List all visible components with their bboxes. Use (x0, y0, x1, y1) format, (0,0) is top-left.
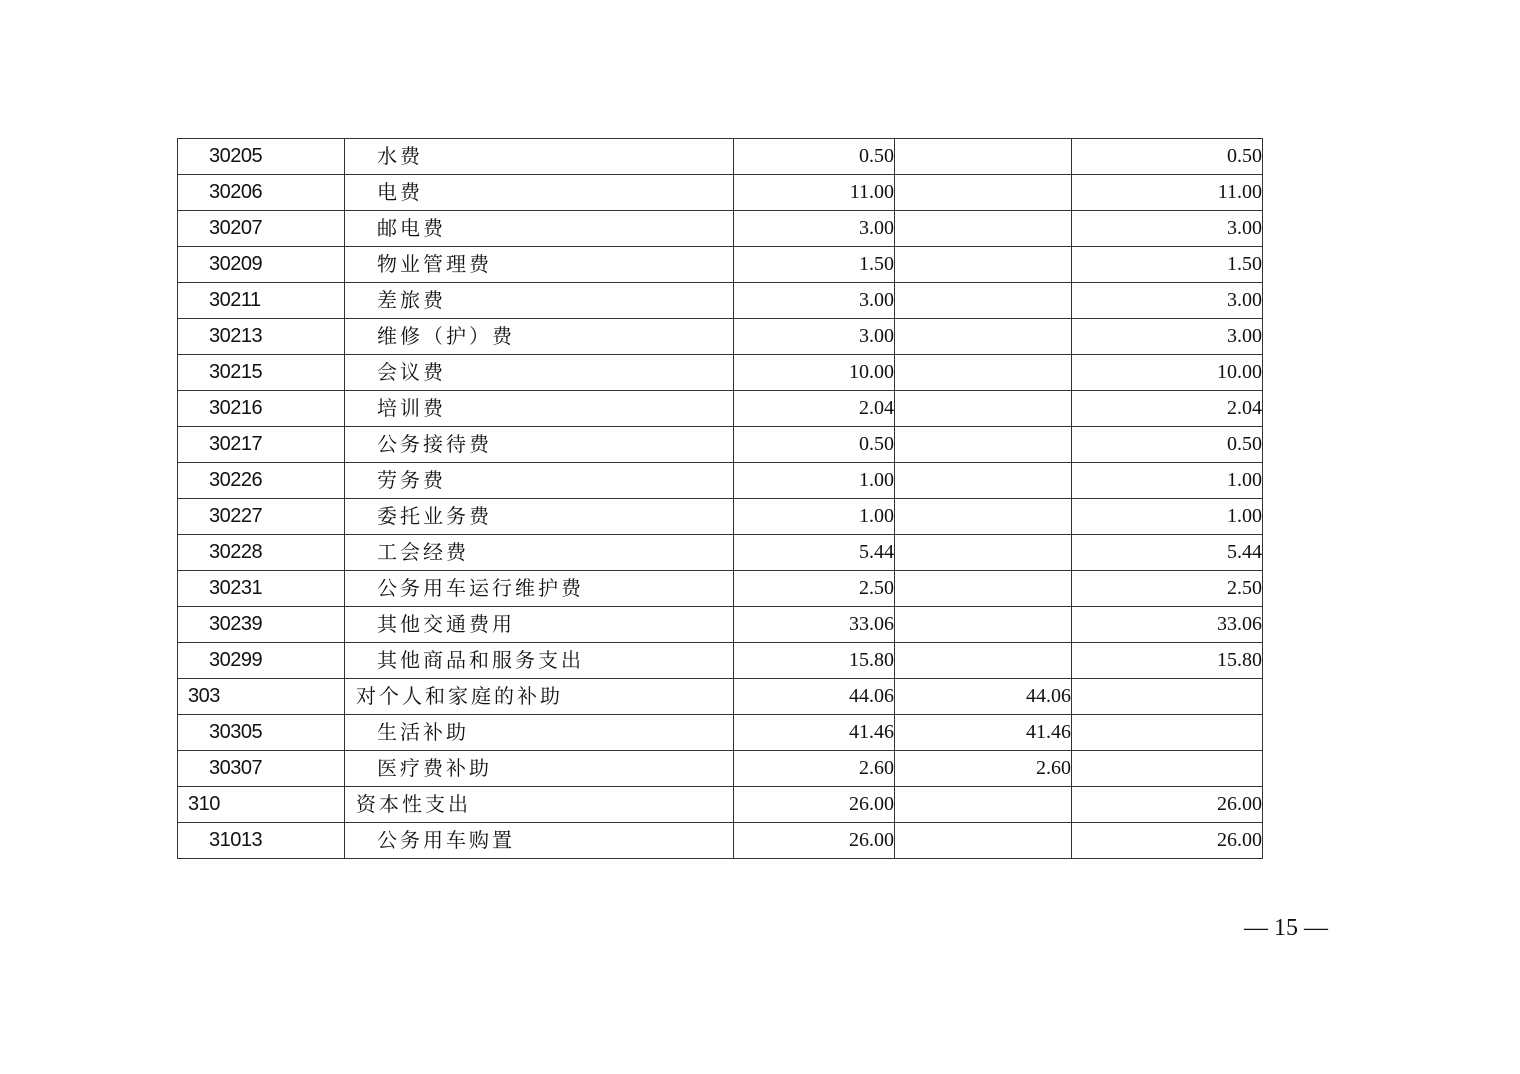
account-name-cell: 对个人和家庭的补助 (345, 679, 734, 715)
basic-expenditure-cell: 2.60 (895, 751, 1072, 787)
account-name-cell: 公务用车购置 (345, 823, 734, 859)
account-name-cell: 劳务费 (345, 463, 734, 499)
total-amount-cell: 1.00 (734, 463, 895, 499)
account-name-cell: 公务用车运行维护费 (345, 571, 734, 607)
table-row (178, 283, 1263, 319)
table-row (178, 643, 1263, 679)
account-name-cell: 工会经费 (345, 535, 734, 571)
table-row (178, 139, 1263, 175)
account-code-cell: 30209 (178, 247, 345, 283)
project-expenditure-cell: 1.00 (1072, 463, 1263, 499)
account-code-cell: 30205 (178, 139, 345, 175)
total-amount-cell: 15.80 (734, 643, 895, 679)
total-amount-cell: 2.04 (734, 391, 895, 427)
project-expenditure-cell: 1.00 (1072, 499, 1263, 535)
account-code-cell: 30307 (178, 751, 345, 787)
basic-expenditure-cell: 41.46 (895, 715, 1072, 751)
table-row (178, 787, 1263, 823)
account-code-cell: 30213 (178, 319, 345, 355)
total-amount-cell: 1.50 (734, 247, 895, 283)
project-expenditure-cell: 2.50 (1072, 571, 1263, 607)
project-expenditure-cell: 3.00 (1072, 211, 1263, 247)
basic-expenditure-cell (895, 571, 1072, 607)
budget-expenditure-table (177, 138, 1263, 859)
total-amount-cell: 41.46 (734, 715, 895, 751)
total-amount-cell: 11.00 (734, 175, 895, 211)
total-amount-cell: 5.44 (734, 535, 895, 571)
total-amount-cell: 26.00 (734, 823, 895, 859)
project-expenditure-cell: 11.00 (1072, 175, 1263, 211)
table-row (178, 427, 1263, 463)
table-row (178, 175, 1263, 211)
table-row (178, 571, 1263, 607)
basic-expenditure-cell (895, 283, 1072, 319)
basic-expenditure-cell (895, 319, 1072, 355)
account-name-cell: 水费 (345, 139, 734, 175)
page-number: — 15 — (1244, 915, 1328, 941)
basic-expenditure-cell (895, 643, 1072, 679)
basic-expenditure-cell (895, 211, 1072, 247)
table-row (178, 823, 1263, 859)
account-name-cell: 邮电费 (345, 211, 734, 247)
table-row (178, 751, 1263, 787)
project-expenditure-cell: 3.00 (1072, 283, 1263, 319)
account-code-cell: 30299 (178, 643, 345, 679)
total-amount-cell: 33.06 (734, 607, 895, 643)
total-amount-cell: 3.00 (734, 283, 895, 319)
project-expenditure-cell: 5.44 (1072, 535, 1263, 571)
basic-expenditure-cell (895, 535, 1072, 571)
project-expenditure-cell: 1.50 (1072, 247, 1263, 283)
project-expenditure-cell: 26.00 (1072, 787, 1263, 823)
account-name-cell: 医疗费补助 (345, 751, 734, 787)
account-code-cell: 30226 (178, 463, 345, 499)
account-name-cell: 其他交通费用 (345, 607, 734, 643)
total-amount-cell: 0.50 (734, 427, 895, 463)
table-row (178, 607, 1263, 643)
account-code-cell: 30305 (178, 715, 345, 751)
project-expenditure-cell (1072, 679, 1263, 715)
basic-expenditure-cell (895, 139, 1072, 175)
table-row (178, 679, 1263, 715)
basic-expenditure-cell (895, 787, 1072, 823)
project-expenditure-cell: 15.80 (1072, 643, 1263, 679)
total-amount-cell: 3.00 (734, 211, 895, 247)
total-amount-cell: 2.50 (734, 571, 895, 607)
account-code-cell: 30239 (178, 607, 345, 643)
basic-expenditure-cell (895, 823, 1072, 859)
basic-expenditure-cell (895, 355, 1072, 391)
total-amount-cell: 44.06 (734, 679, 895, 715)
table-row (178, 211, 1263, 247)
project-expenditure-cell: 0.50 (1072, 139, 1263, 175)
project-expenditure-cell (1072, 715, 1263, 751)
basic-expenditure-cell (895, 175, 1072, 211)
basic-expenditure-cell (895, 427, 1072, 463)
account-code-cell: 30207 (178, 211, 345, 247)
account-code-cell: 30211 (178, 283, 345, 319)
basic-expenditure-cell: 44.06 (895, 679, 1072, 715)
account-name-cell: 差旅费 (345, 283, 734, 319)
basic-expenditure-cell (895, 391, 1072, 427)
project-expenditure-cell: 2.04 (1072, 391, 1263, 427)
project-expenditure-cell: 0.50 (1072, 427, 1263, 463)
table-body (178, 139, 1263, 859)
account-code-cell: 30231 (178, 571, 345, 607)
account-name-cell: 物业管理费 (345, 247, 734, 283)
table-row (178, 355, 1263, 391)
table-row (178, 499, 1263, 535)
account-name-cell: 培训费 (345, 391, 734, 427)
account-name-cell: 资本性支出 (345, 787, 734, 823)
table-row (178, 391, 1263, 427)
total-amount-cell: 3.00 (734, 319, 895, 355)
account-name-cell: 电费 (345, 175, 734, 211)
total-amount-cell: 0.50 (734, 139, 895, 175)
account-code-cell: 30217 (178, 427, 345, 463)
account-code-cell: 31013 (178, 823, 345, 859)
account-name-cell: 委托业务费 (345, 499, 734, 535)
basic-expenditure-cell (895, 463, 1072, 499)
project-expenditure-cell: 10.00 (1072, 355, 1263, 391)
total-amount-cell: 2.60 (734, 751, 895, 787)
project-expenditure-cell (1072, 751, 1263, 787)
account-name-cell: 公务接待费 (345, 427, 734, 463)
account-name-cell: 其他商品和服务支出 (345, 643, 734, 679)
account-code-cell: 30206 (178, 175, 345, 211)
table-row (178, 715, 1263, 751)
total-amount-cell: 1.00 (734, 499, 895, 535)
account-name-cell: 会议费 (345, 355, 734, 391)
account-code-cell: 310 (178, 787, 345, 823)
project-expenditure-cell: 3.00 (1072, 319, 1263, 355)
account-code-cell: 30216 (178, 391, 345, 427)
table-row (178, 319, 1263, 355)
table-row (178, 247, 1263, 283)
account-name-cell: 生活补助 (345, 715, 734, 751)
total-amount-cell: 26.00 (734, 787, 895, 823)
table-row (178, 535, 1263, 571)
account-code-cell: 30227 (178, 499, 345, 535)
account-name-cell: 维修（护）费 (345, 319, 734, 355)
project-expenditure-cell: 26.00 (1072, 823, 1263, 859)
project-expenditure-cell: 33.06 (1072, 607, 1263, 643)
basic-expenditure-cell (895, 499, 1072, 535)
total-amount-cell: 10.00 (734, 355, 895, 391)
basic-expenditure-cell (895, 607, 1072, 643)
account-code-cell: 30215 (178, 355, 345, 391)
account-code-cell: 303 (178, 679, 345, 715)
account-code-cell: 30228 (178, 535, 345, 571)
basic-expenditure-cell (895, 247, 1072, 283)
table-row (178, 463, 1263, 499)
